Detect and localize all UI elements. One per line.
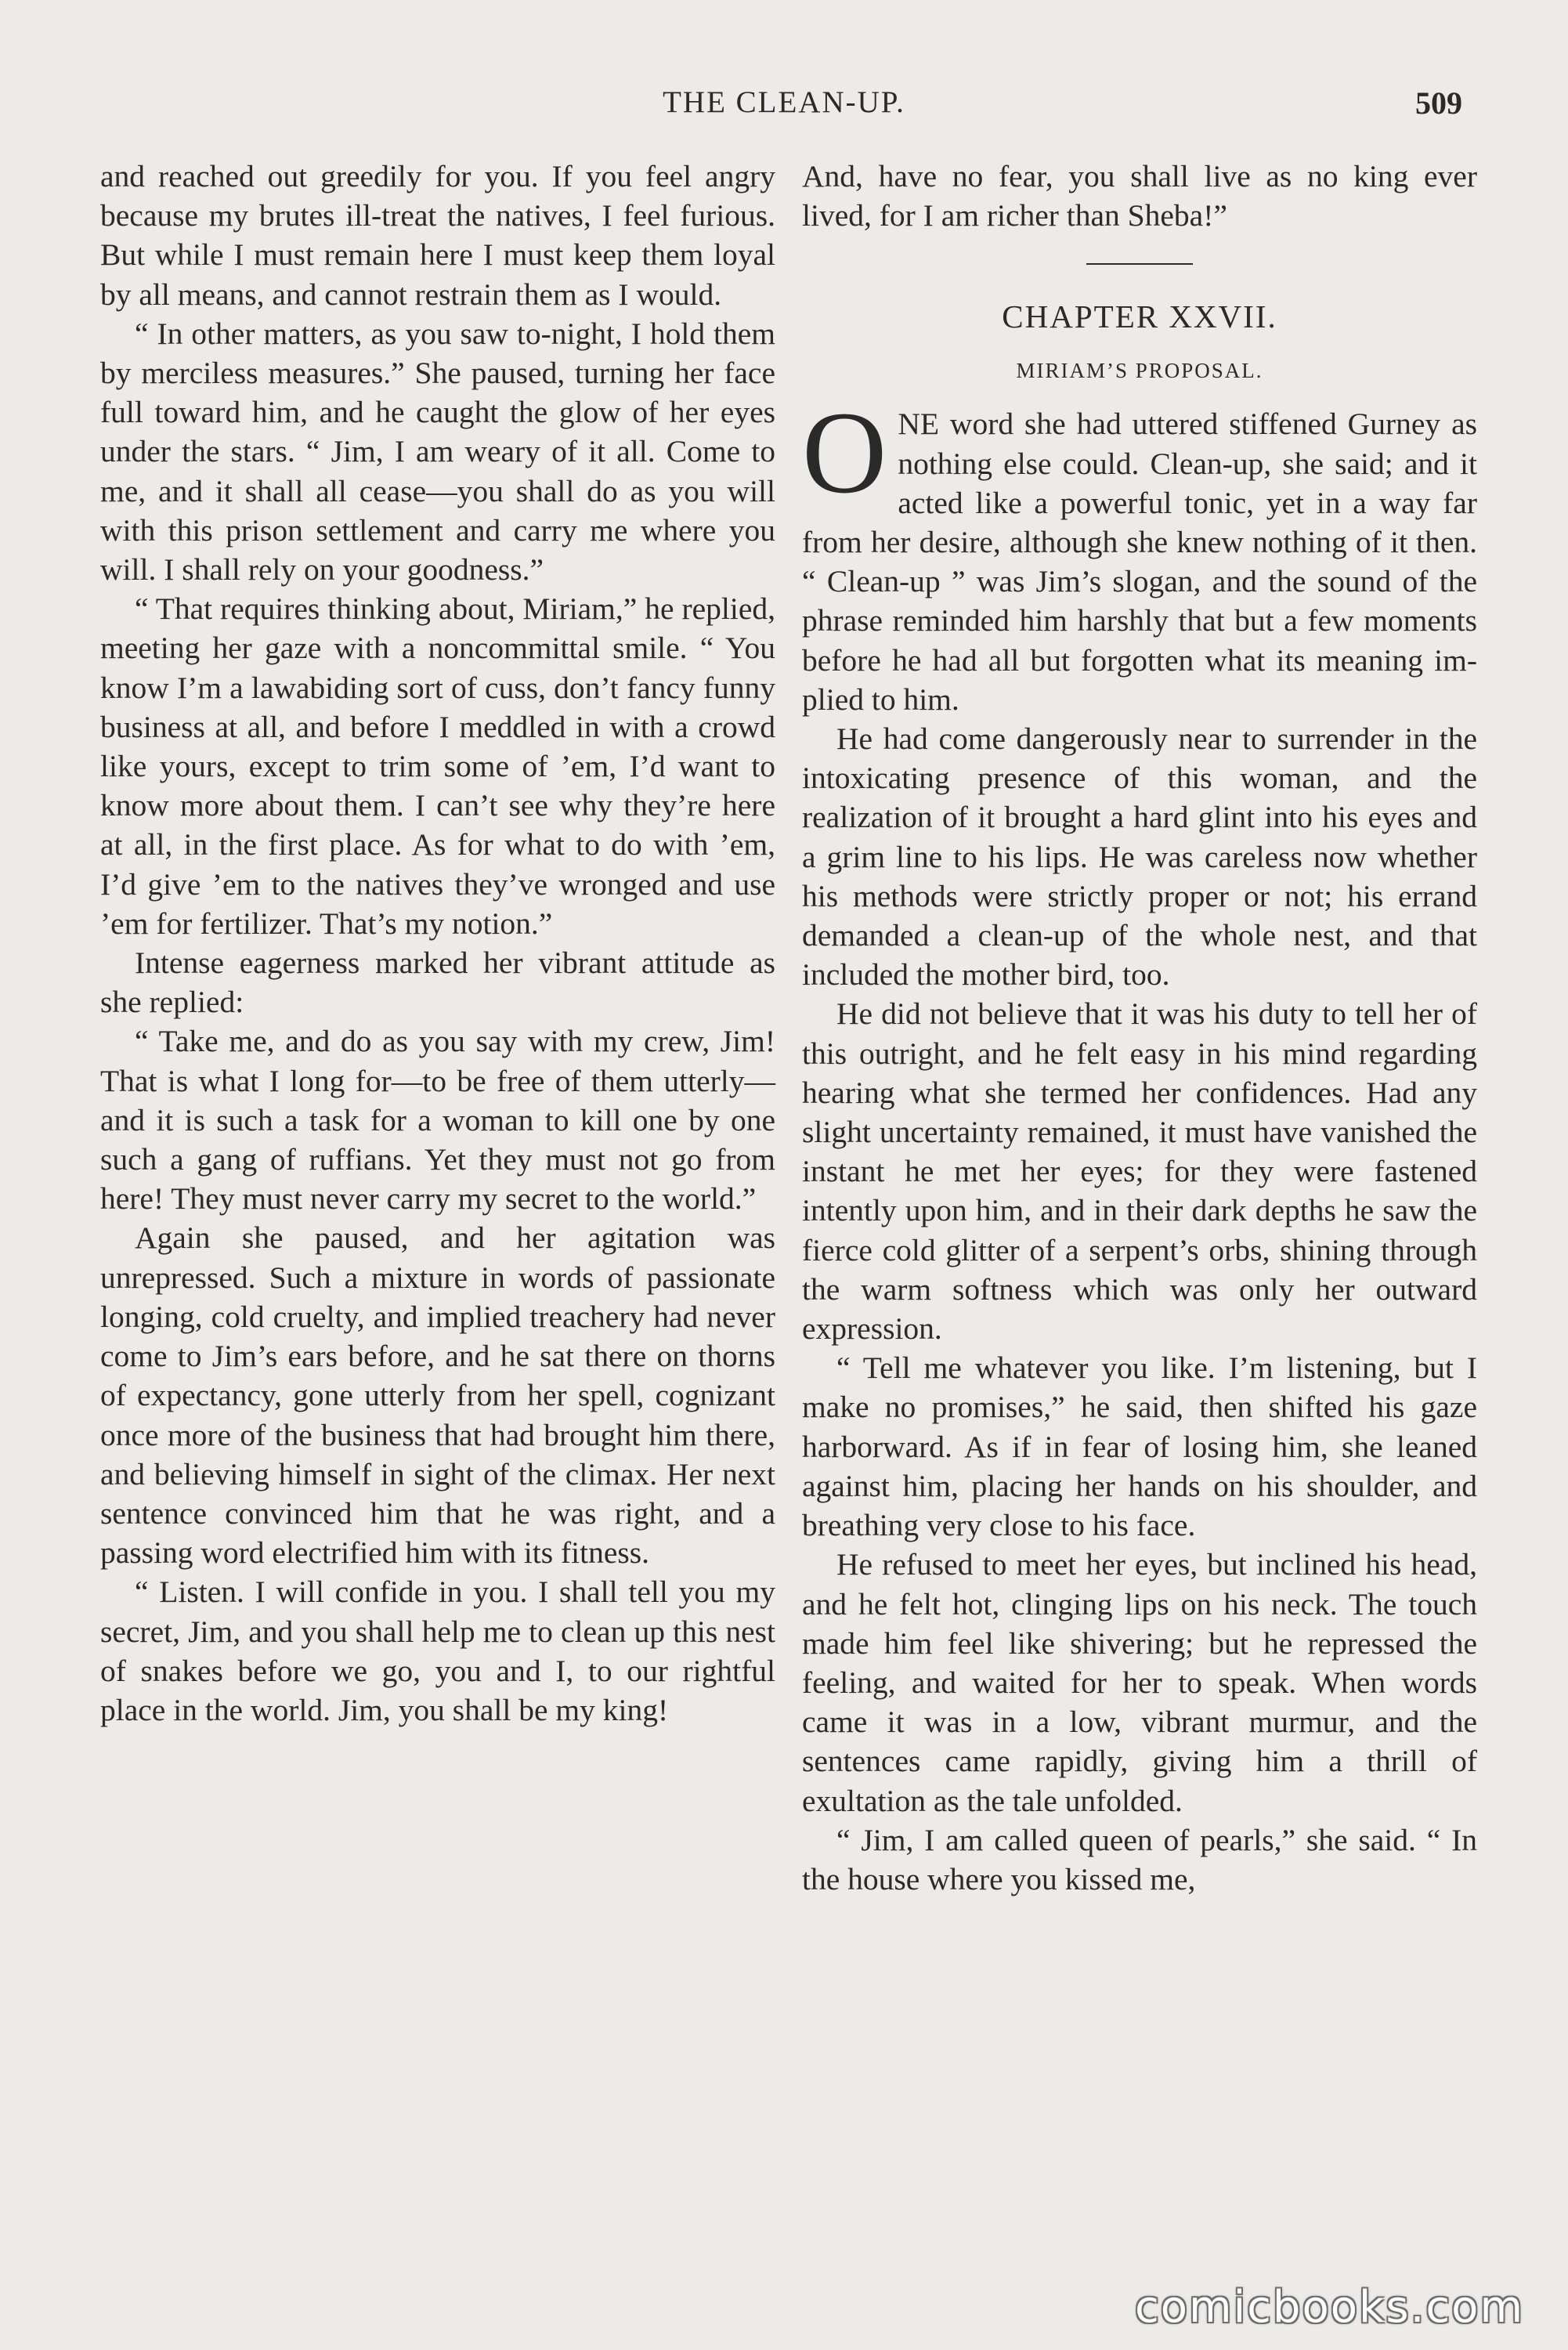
paragraph: “ Tell me whatever you like. I’m listening, but I make no promises,” he said, then shifted his gaze harborward. As if in fear of losing him, she leaned against him, placing her hands on his shoulder, and breathing very close to his face. [802,1350,1477,1543]
paragraph: and reached out greedily for you. If you feel angry because my brutes ill-treat the natives, I feel furious. But while I must remain here I must keep them loyal by all means, and cannot restrain them as I would. [100,159,775,312]
section-divider [1086,263,1193,265]
paragraph: He did not believe that it was his duty to tell her of this outright, and he felt easy in his mind regarding hearing what she termed her confidences. Had any slight uncertainty remained, it must have vanished the instant he met her eyes; for they were fastened intently upon him, and in their dark depths he saw the fierce cold glitter of a serpent’s orbs, shining through the warm softness which was only her outward expression. [802,996,1477,1347]
paragraph: He had come dangerously near to surrender in the intoxicating presence of this woman, and the realization of it brought a hard glint into his eyes and a grim line to his lips. He was careless now whether his methods were strictly proper or not; his errand demanded a clean-up of the whole nest, and that included the mother bird, too. [802,721,1477,992]
page-number: 509 [1415,85,1462,121]
right-column [802,157,1477,1899]
paragraph: “ That requires thinking about, Miriam,” he replied, meeting her gaze with a noncommittal smile. “ You know I’m a lawabiding sort of cuss, don’t fancy funny business at all, and before I meddled in with a crowd like yours, except to trim some of ’em, I’d want to know more about them. I can’t see why they’re here at all, in the first place. As for what to do with ’em, I’d give ’em to the natives they’ve wronged and use ’em for fertilizer. That’s my notion.” [100,591,775,941]
chapter-heading: CHAPTER XXVII. [1002,298,1277,335]
opening-text: NE word she had uttered stiffened Gurney as nothing else could. Clean-up, she said; and it acted like a powerful tonic, yet in a way far from her desire, although she knew nothing of it then. “ Clean-up ” was Jim’s slogan, and the sound of the phrase reminded him harshly that but a few moments before he had all but forgotten what its meaning implied to him. [802,407,1477,717]
running-title: THE CLEAN-UP. [663,85,905,119]
watermark: comicbooks.com [1134,2282,1524,2333]
paragraph: “ In other matters, as you saw to-night, I hold them by merciless measures.” She paused, turning her face full toward him, and he caught the glow of her eyes under the stars. “ Jim, I am weary of it all. Come to me, and it shall all cease—you shall do as you will with this prison settlement and carry me where you will. I shall rely on your goodness.” [100,316,775,588]
chapter-subtitle: MIRIAM’S PROPOSAL. [1016,359,1263,383]
left-column [100,157,775,1730]
continuation-paragraph: And, have no fear, you shall live as no king ever lived, for I am richer than Sheba!” [802,159,1477,233]
running-head [0,85,1568,132]
paragraph: “ Listen. I will confide in you. I shall tell you my secret, Jim, and you shall help me to clean up this nest of snakes before we go, you and I, to our rightful place in the world. Jim, you shall be my king! [100,1574,775,1727]
opening-paragraph [802,388,1477,719]
paragraph: “ Jim, I am called queen of pearls,” she said. “ In the house where you kissed me, [802,1822,1477,1896]
paragraph: Intense eagerness marked her vibrant attitude as she replied: [100,945,775,1020]
paragraph: “ Take me, and do as you say with my crew, Jim! That is what I long for—to be free of them utterly—and it is such a task for a woman to kill one by one such a gang of ruffians. Yet they must not go from here! They must never carry my secret to the world.” [100,1024,775,1217]
drop-cap: O [802,388,887,519]
paragraph: Again she paused, and her agitation was unrepressed. Such a mixture in words of passionate longing, cold cruelty, and implied treachery had never come to Jim’s ears before, and he sat there on thorns of expectancy, gone utterly from her spell, cognizant once more of the business that had brought him there, and believing himself in sight of the climax. Her next sentence convinced him that he was right, and a passing word electrified him with its fitness. [100,1220,775,1571]
paragraph: He refused to meet her eyes, but inclined his head, and he felt hot, clinging lips on his neck. The touch made him feel like shivering; but he repressed the feeling, and waited for her to speak. When words came it was in a low, vibrant murmur, and the sentences came rapidly, giving him a thrill of exultation as the tale unfolded. [802,1547,1477,1818]
